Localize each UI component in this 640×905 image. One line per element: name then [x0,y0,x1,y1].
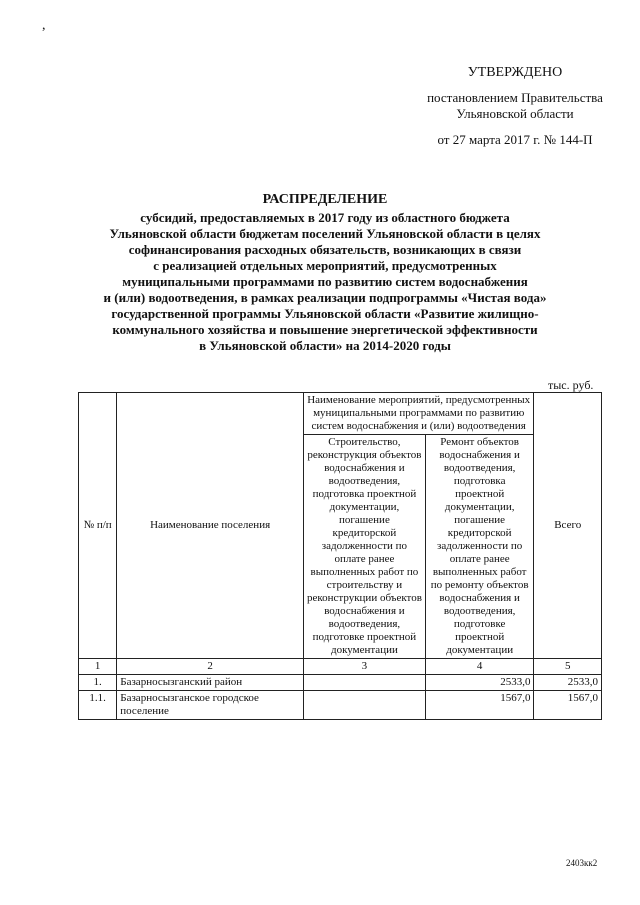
approval-heading-text: УТВЕРЖДЕНО [467,65,563,80]
index-row [79,659,602,675]
row-repair-value: 2533,0 [425,675,534,691]
approval-line-1: постановлением Правительства [427,90,603,105]
header-repair: Ремонт объектов водоснабжения и водоотведения, подготовка проектной документации, погашение кредиторской задолженности по оплате ранее выполненных работ по ремонту объектов водоснабжения и водоотведения, подготовке проектной документации [425,435,534,659]
row-construction-value [303,691,425,720]
title-line: коммунального хозяйства и повышение энергетической эффективности [112,322,538,337]
title-line: государственной программы Ульяновской области «Развитие жилищно- [111,306,539,321]
index-cell: 1 [79,659,117,675]
distribution-table [78,392,602,720]
row-construction-value [303,675,425,691]
header-num: № п/п [79,393,117,659]
index-cell: 5 [534,659,602,675]
row-name: Базарносызганское городское поселение [117,691,304,720]
footer-code: 2403кк2 [566,858,598,868]
title-line: Ульяновской области бюджетам поселений Ульяновской области в целях [109,226,541,241]
index-cell: 2 [117,659,304,675]
row-repair-value: 1567,0 [425,691,534,720]
document-title [60,192,590,354]
title-line: в Ульяновской области» на 2014-2020 годы [199,338,451,353]
approval-line-3: от 27 марта 2017 г. № 144-П [437,132,593,147]
index-cell: 4 [425,659,534,675]
title-line: и (или) водоотведения, в рамках реализации подпрограммы «Чистая вода» [103,290,547,305]
header-settlement-name: Наименование поселения [117,393,304,659]
title-line: субсидий, предоставляемых в 2017 году из областного бюджета [140,210,510,225]
row-num: 1.1. [79,691,117,720]
header-total: Всего [534,393,602,659]
title-line: софинансирования расходных обязательств, возникающих в связи [128,242,522,257]
row-name: Базарносызганский район [117,675,304,691]
index-cell: 3 [303,659,425,675]
table-row [79,675,602,691]
header-activities-group: Наименование мероприятий, предусмотренных муниципальными программами по развитию систем водоснабжения и (или) водоотведения [303,393,533,435]
header-construction: Строительство, реконструкция объектов водоснабжения и водоотведения, подготовка проектной документации, погашение кредиторской задолженности по оплате ранее выполненных работ по строительству и реконструкции объектов водоснабжения и водоотведения, подготовке проектной документации [303,435,425,659]
row-num: 1. [79,675,117,691]
table-row [79,691,602,720]
units-label: тыс. руб. [548,378,594,392]
margin-mark: , [42,18,46,33]
row-total-value: 1567,0 [534,691,602,720]
row-total-value: 2533,0 [534,675,602,691]
approval-line-2: Ульяновской области [456,106,574,121]
title-line: с реализацией отдельных мероприятий, предусмотренных [153,258,497,273]
title-line: муниципальными программами по развитию систем водоснабжения [122,274,528,289]
approval-heading [400,64,630,81]
title-heading: РАСПРЕДЕЛЕНИЕ [262,192,388,207]
